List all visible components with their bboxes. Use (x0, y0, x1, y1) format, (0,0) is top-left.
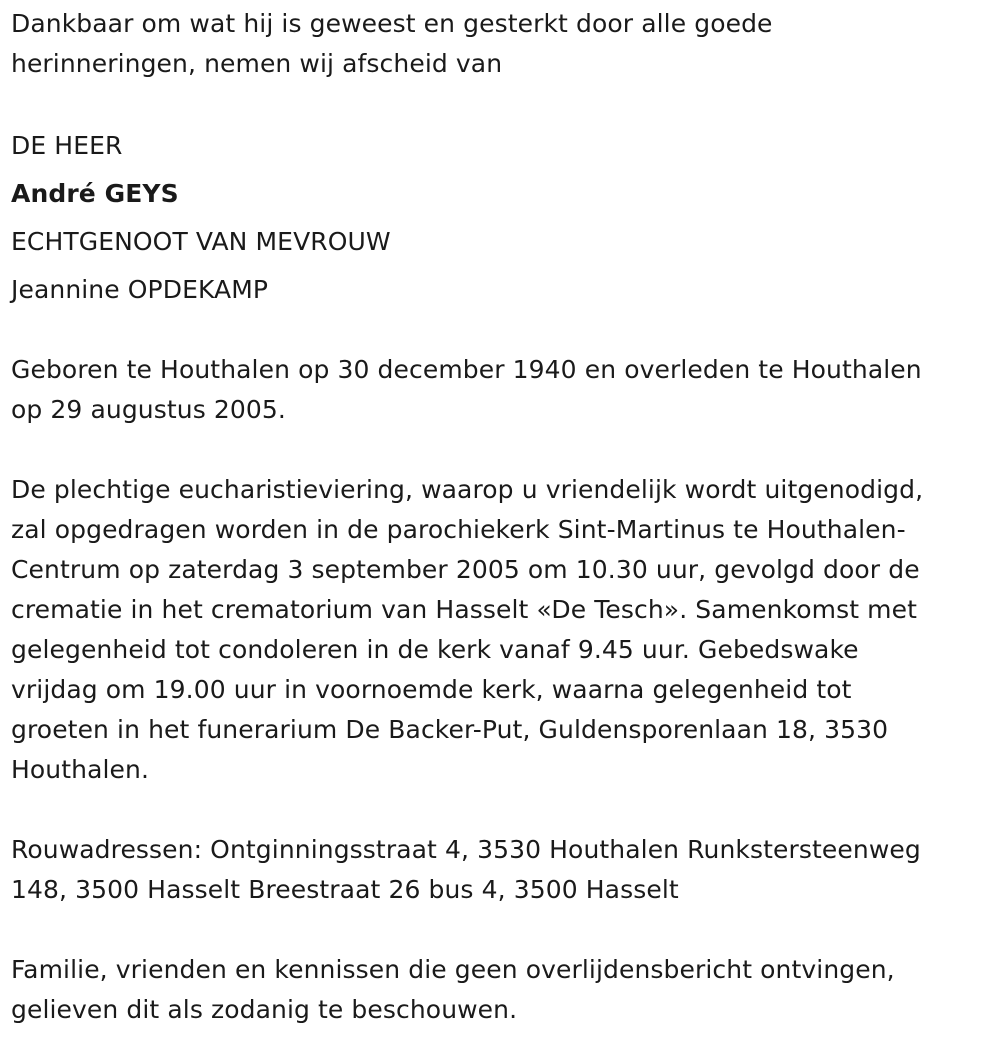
ceremony-line: gelegenheid tot condoleren in de kerk vanaf 9.45 uur. Gebedswake (11, 635, 859, 664)
birth-death-line: Geboren te Houthalen op 30 december 1940 en overleden te Houthalen (11, 355, 922, 384)
birth-death-paragraph (11, 350, 986, 430)
ceremony-line: De plechtige eucharistieviering, waarop u vriendelijk wordt uitgenodigd, (11, 475, 924, 504)
closing-paragraph (11, 950, 986, 1030)
intro-paragraph (11, 4, 986, 84)
ceremony-line: Centrum op zaterdag 3 september 2005 om 10.30 uur, gevolgd door de (11, 555, 920, 584)
ceremony-line: vrijdag om 19.00 uur in voornoemde kerk, waarna gelegenheid tot (11, 675, 852, 704)
birth-death-line: op 29 augustus 2005. (11, 395, 286, 424)
ceremony-paragraph (11, 470, 986, 790)
intro-line: herinneringen, nemen wij afscheid van (11, 49, 503, 78)
ceremony-line: zal opgedragen worden in de parochiekerk Sint-Martinus te Houthalen- (11, 515, 906, 544)
deceased-prefix: DE HEER (11, 131, 123, 160)
intro-line: Dankbaar om wat hij is geweest en gesterkt door alle goede (11, 9, 773, 38)
ceremony-line: crematie in het crematorium van Hasselt «De Tesch». Samenkomst met (11, 595, 918, 624)
addresses-line: 148, 3500 Hasselt Breestraat 26 bus 4, 3500 Hasselt (11, 875, 679, 904)
ceremony-line: groeten in het funerarium De Backer-Put, Guldensporenlaan 18, 3530 (11, 715, 889, 744)
deceased-relation: ECHTGENOOT VAN MEVROUW (11, 227, 391, 256)
closing-line: gelieven dit als zodanig te beschouwen. (11, 995, 518, 1024)
deceased-name: André GEYS (11, 179, 179, 208)
deceased-block (11, 122, 986, 314)
closing-line: Familie, vrienden en kennissen die geen overlijdensbericht ontvingen, (11, 955, 895, 984)
spouse-name: Jeannine OPDEKAMP (11, 275, 269, 304)
addresses-line: Rouwadressen: Ontginningsstraat 4, 3530 Houthalen Runkstersteenweg (11, 835, 921, 864)
ceremony-line: Houthalen. (11, 755, 150, 784)
addresses-paragraph (11, 830, 986, 910)
